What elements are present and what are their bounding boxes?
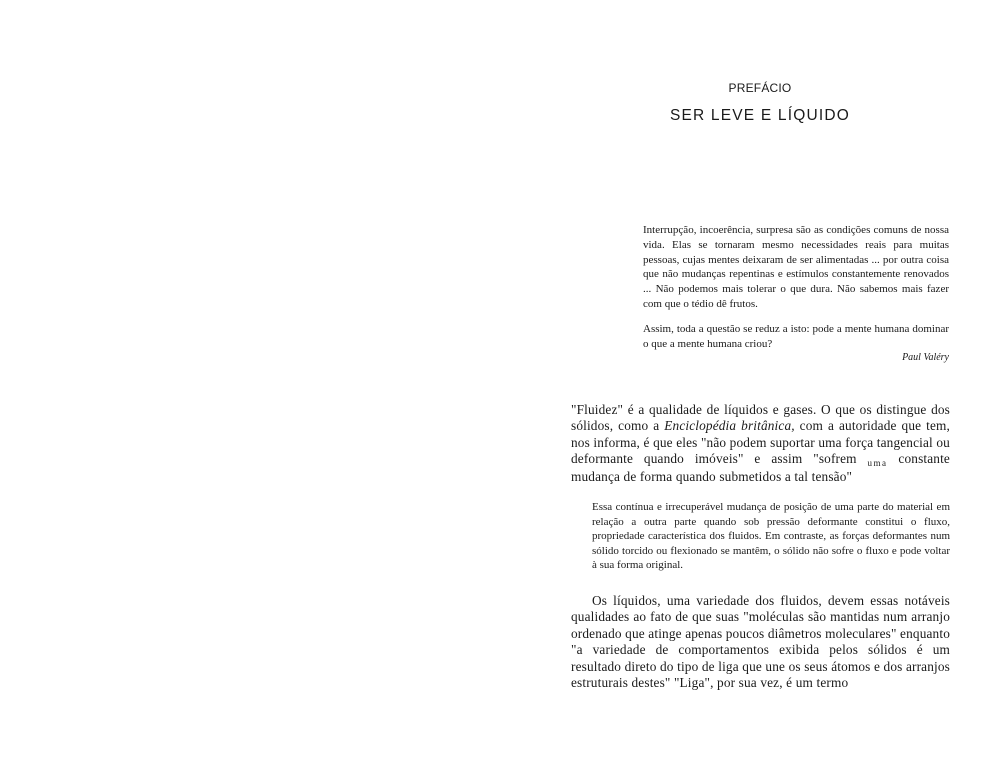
- body-text-segment: constante mudança de forma quando submetidos a tal tensão": [571, 451, 950, 484]
- body-text-segment: "Fluidez" é a qualidade de líquidos e gases. O que os distingue dos sólidos, como a: [571, 402, 950, 434]
- lowered-word: uma: [867, 458, 888, 469]
- epigraph-paragraph: Interrupção, incoerência, surpresa são as condições comuns de nossa vida. Elas se tornaram mesmo necessidades reais para muitas pessoas, cujas mentes deixaram de ser alimentadas ... por outra coisa que não mudanças repentinas e estímulos constantemente renovados ... Não podemos mais tolerar o que dura. Não sabemos mais fazer com que o tédio dê frutos.: [643, 224, 949, 310]
- italic-title: Enciclopédia britânica,: [664, 418, 795, 434]
- body-text-segment: com a autoridade que tem, nos informa, é que eles "não podem suportar uma força tangencial ou deformante quando imóveis" e assim "sofrem: [571, 418, 950, 467]
- body-paragraph: [571, 593, 950, 691]
- epigraph-paragraph: Assim, toda a questão se reduz a isto: pode a mente humana dominar o que a mente humana criou?: [643, 322, 949, 350]
- epigraph-attribution: Paul Valéry: [902, 352, 949, 364]
- chapter-title: SER LEVE E LÍQUIDO: [669, 107, 851, 124]
- body-text-segment: Os líquidos, uma variedade dos fluidos, devem essas notáveis qualidades ao fato de que suas "moléculas são mantidas num arranjo ordenado que atinge apenas poucos diâmetros moleculares" enquanto "a variedade de comportamentos exibida pelos sólidos é um resultado direto do tipo de liga que une os seus átomos e dos arranjos estruturais destes" "Liga", por sua vez, é um termo: [571, 593, 950, 691]
- block-quote: Essa contínua e irrecuperável mudança de posição de uma parte do material em relação a outra parte quando sob pressão deformante constitui o fluxo, propriedade característica dos fluidos. Em contraste, as forças deformantes num sólido torcido ou flexionado se mantêm, o sólido não sofre o fluxo e pode voltar à sua forma original.: [592, 501, 950, 572]
- epigraph: [643, 223, 949, 365]
- body-paragraph: [571, 402, 950, 485]
- chapter-label: PREFÁCIO: [728, 81, 792, 95]
